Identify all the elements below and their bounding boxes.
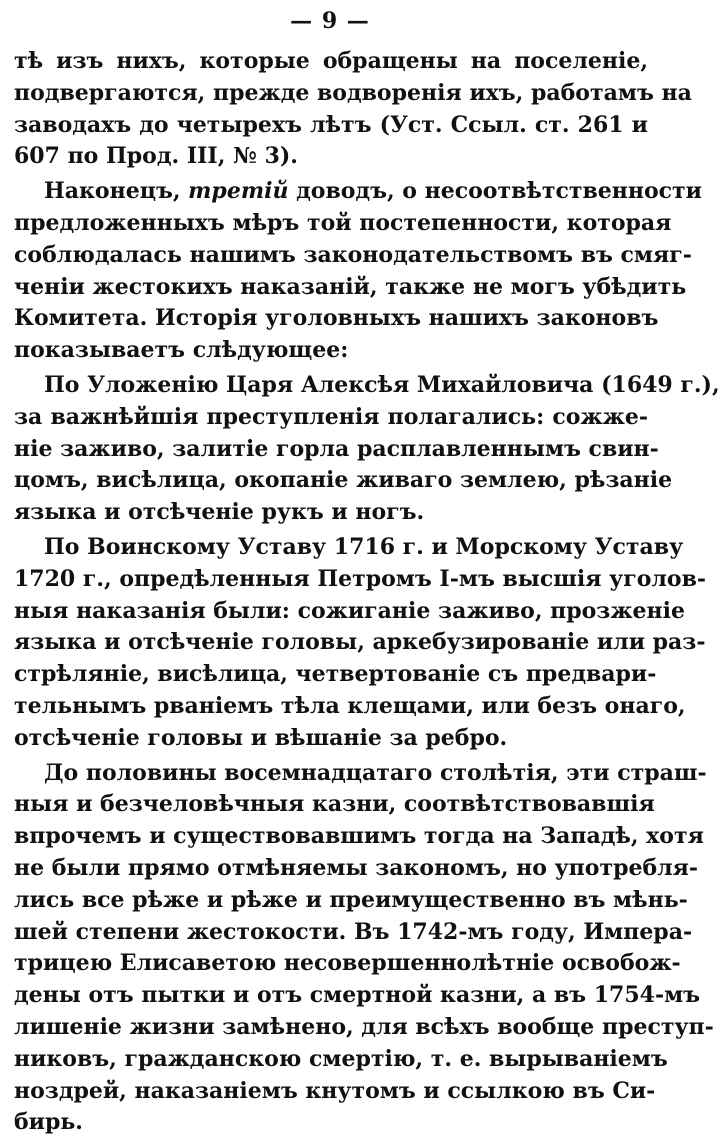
text-line: По Уложенію Царя Алексѣя Михайловича (1649 г.),	[44, 371, 720, 398]
text-line: шей степени жестокости. Въ 1742-мъ году, Импера-	[14, 918, 693, 945]
text-line: лишеніе жизни замѣнено, для всѣхъ вообще преступ-	[14, 1013, 714, 1040]
paragraph-2	[14, 176, 702, 367]
text-line: 1720 г., опредѣленныя Петромъ І-мъ высшія уголов-	[14, 565, 706, 592]
text-line: тельнымъ рваніемъ тѣла клещами, или безъ онаго,	[14, 692, 686, 719]
text-line: не были прямо отмѣняемы закономъ, но употребля-	[14, 854, 699, 881]
text-line: стрѣляніе, висѣлица, четвертованіе съ предвари-	[14, 661, 657, 688]
text-line: ноздрей, наказаніемъ кнутомъ и ссылкою въ Си-	[14, 1077, 656, 1104]
text-line: ніе заживо, залитіе горла расплавленнымъ свин-	[14, 435, 659, 462]
text-line: заводахъ до четырехъ лѣтъ (Уст. Ссыл. ст. 261 и	[14, 111, 648, 138]
text-line: языка и отсѣченіе головы, аркебузированіе или раз-	[14, 629, 706, 656]
page-number: — 9 —	[290, 8, 370, 34]
text-line: лись все рѣже и рѣже и преимущественно въ мѣнь-	[14, 886, 688, 913]
text-line: впрочемъ и существовавшимъ тогда на Западѣ, хотя	[14, 823, 704, 850]
body-text	[14, 46, 720, 1139]
text-line: дены отъ пытки и отъ смертной казни, а въ 1754-мъ	[14, 982, 701, 1009]
text-line: подвергаются, прежде водворенія ихъ, работамъ на	[14, 79, 692, 106]
text-line: До половины восемнадцатаго столѣтія, эти страш-	[44, 759, 707, 786]
text-line: По Воинскому Уставу 1716 г. и Морскому Уставу	[44, 533, 684, 560]
paragraph-4	[14, 532, 706, 755]
paragraph-3	[14, 370, 720, 529]
text-line: 607 по Прод. III, № 3).	[14, 143, 298, 170]
text-line: ныя и безчеловѣчныя казни, соотвѣтствовавшія	[14, 791, 655, 818]
text-line: Комитета. Исторія уголовныхъ нашихъ законовъ	[14, 305, 659, 332]
text-line: соблюдалась нашимъ законодательствомъ въ смяг-	[14, 241, 692, 268]
text-line: бирь.	[14, 1109, 83, 1136]
text-line: отсѣченіе головы и вѣшаніе за ребро.	[14, 724, 508, 751]
paragraph-1	[14, 46, 692, 173]
text-line: цомъ, висѣлица, окопаніе живаго землею, рѣзаніе	[14, 467, 673, 494]
text-line: предложенныхъ мѣръ той постепенности, которая	[14, 209, 672, 236]
text-line: никовъ, гражданскою смертію, т. е. вырываніемъ	[14, 1045, 668, 1072]
text-line: трицею Елисаветою несовершеннолѣтніе освобож-	[14, 950, 681, 977]
text-line: ченіи жестокихъ наказаній, также не могъ убѣдить	[14, 273, 687, 300]
text-line: ныя наказанія были: сожиганіе заживо, прозженіе	[14, 597, 685, 624]
text-line: за важнѣйшія преступленія полагались: сожже-	[14, 403, 648, 430]
text-line-with-italic: Наконецъ, третій доводъ, о несоотвѣтственности	[44, 178, 702, 205]
text-line: показываетъ слѣдующее:	[14, 337, 349, 364]
italic-word: третій	[188, 178, 289, 205]
paragraph-5	[14, 758, 714, 1139]
text-line: языка и отсѣченіе рукъ и ногъ.	[14, 499, 425, 526]
text-line: тѣ изъ нихъ, которые обращены на поселеніе,	[14, 48, 648, 74]
